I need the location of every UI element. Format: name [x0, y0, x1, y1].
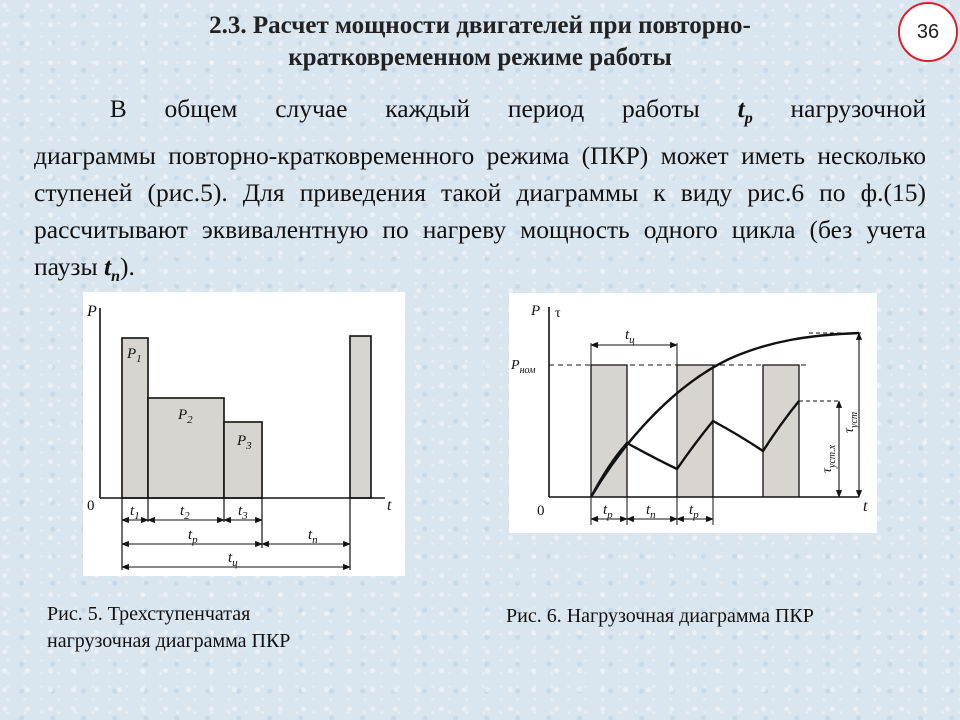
- label-t1: $t_1$: [130, 503, 140, 522]
- paragraph-line-1: [34, 90, 926, 137]
- var-tp: $t_р$: [737, 94, 753, 128]
- label-p3: $P_3$: [237, 433, 252, 452]
- figure-5: [83, 292, 405, 576]
- label-tn: $t_п$: [646, 502, 656, 521]
- label-p2: $P_2$: [178, 407, 193, 426]
- axis-tau-label: τ: [555, 306, 561, 321]
- label-tc: $t_ц$: [228, 550, 238, 569]
- work-bar-1: [591, 365, 627, 497]
- paragraph-text-2: нагрузочной: [752, 94, 926, 123]
- figure-6-caption: Рис. 6. Нагрузочная диаграмма ПКР: [506, 605, 814, 627]
- page-number-badge: [898, 2, 958, 62]
- origin-label: 0: [537, 503, 545, 519]
- figure-5-caption: [47, 601, 407, 655]
- label-tc: $t_ц$: [625, 327, 635, 346]
- figure-6-diagram: [509, 293, 877, 533]
- label-tp-1: $t_р$: [603, 502, 613, 521]
- label-tau-ust-x: $\tau_{уст.х}$: [820, 444, 838, 473]
- figure-6: [509, 293, 877, 533]
- slide-title: [80, 10, 880, 74]
- axis-p-label: P: [531, 303, 541, 319]
- label-t3: $t_3$: [238, 503, 248, 522]
- paragraph-text-3: диаграммы повторно-кратковременного режима (ПКР) может иметь несколько ступеней (рис.5). Для приведения такой диаграммы к виду рис.6 по ф.(15) рассчитывают эквивалентную по нагреву мощность одного цикла (без учета паузы: [34, 141, 926, 282]
- paragraph-text-4: ).: [120, 252, 135, 282]
- label-pnom: $P_{ном}$: [511, 358, 536, 376]
- axis-t-label: t: [863, 498, 868, 515]
- label-tn: $t_п$: [308, 527, 318, 546]
- var-tn: $t_п$: [104, 252, 121, 286]
- title-line-2: кратковременном режиме работы: [288, 44, 672, 71]
- work-bar-3: [763, 365, 799, 497]
- figure-5-caption-line-2: нагрузочная диаграмма ПКР: [47, 630, 291, 652]
- bar-p1: [122, 338, 148, 498]
- label-tau-ust: $\tau_{уст}$: [842, 411, 860, 433]
- axis-p-label: P: [87, 303, 97, 320]
- label-t2: $t_2$: [180, 503, 190, 522]
- origin-label: 0: [87, 498, 95, 514]
- heating-curve-continuous: [591, 333, 859, 497]
- label-tp: $t_р$: [188, 527, 198, 546]
- title-line-1: 2.3. Расчет мощности двигателей при повторно-: [209, 12, 751, 39]
- axis-t-label: t: [387, 497, 392, 514]
- bar-next-cycle: [350, 336, 371, 498]
- label-tp-2: $t_р$: [689, 502, 699, 521]
- label-p1: $P_1$: [127, 346, 142, 365]
- figure-5-diagram: [83, 292, 405, 576]
- page-number: 36: [916, 20, 940, 43]
- body-paragraph: [34, 90, 926, 295]
- work-bar-2: [677, 365, 713, 497]
- figure-5-caption-line-1: Рис. 5. Трехступенчатая: [47, 603, 251, 625]
- paragraph-text-1: В общем случае каждый период работы: [109, 94, 738, 123]
